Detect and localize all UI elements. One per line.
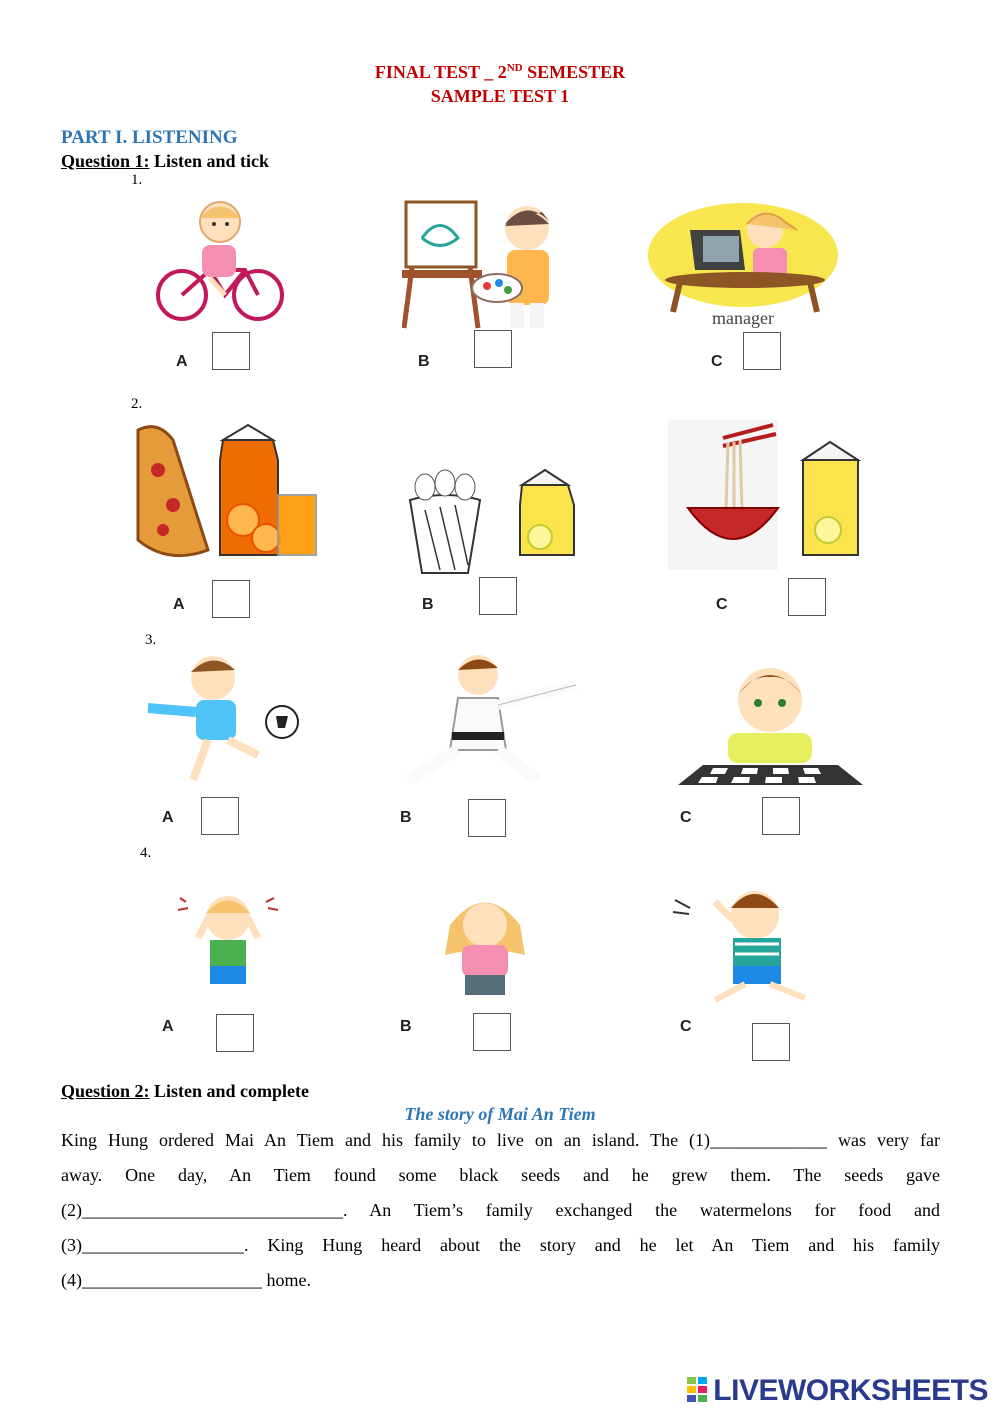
question-number-3: 3. bbox=[145, 632, 157, 648]
noodles-and-lemonade-picture bbox=[668, 420, 868, 570]
tick-box-2c[interactable] bbox=[788, 578, 826, 616]
tick-box-4c[interactable] bbox=[752, 1023, 790, 1061]
tick-box-2b[interactable] bbox=[479, 577, 517, 615]
tick-box-2a[interactable] bbox=[212, 580, 250, 618]
blank-2[interactable]: _____________________________ bbox=[82, 1200, 343, 1220]
tick-box-3a[interactable] bbox=[201, 797, 239, 835]
option-4b-label: B bbox=[400, 1018, 412, 1035]
test-subtitle: SAMPLE TEST 1 bbox=[430, 86, 570, 106]
question-1-heading: Question 1: Listen and tick bbox=[61, 151, 270, 171]
question-number-1: 1. bbox=[131, 172, 143, 188]
boy-playing-chess-picture bbox=[678, 655, 863, 790]
question-2-heading: Question 2: Listen and complete bbox=[61, 1081, 310, 1101]
question-number-2: 2. bbox=[131, 396, 143, 412]
girl-stomachache-picture bbox=[430, 885, 540, 1000]
tick-box-1a[interactable] bbox=[212, 332, 250, 370]
blank-1[interactable]: _____________ bbox=[710, 1130, 828, 1150]
boy-toothache-picture bbox=[655, 880, 840, 1010]
tick-box-1b[interactable] bbox=[474, 330, 512, 368]
story-line-5: (4)____________________ home. bbox=[61, 1270, 311, 1290]
question-number-4: 4. bbox=[140, 845, 152, 861]
option-2a-label: A bbox=[173, 596, 185, 613]
boy-doing-karate-picture bbox=[398, 650, 583, 790]
tick-box-1c[interactable] bbox=[743, 332, 781, 370]
option-3b-label: B bbox=[400, 809, 412, 826]
option-4c-label: C bbox=[680, 1018, 692, 1035]
option-2b-label: B bbox=[422, 596, 434, 613]
option-4a-label: A bbox=[162, 1018, 174, 1035]
blank-4[interactable]: ____________________ bbox=[82, 1270, 262, 1290]
option-1c-label: C bbox=[711, 353, 723, 370]
option-1b-label: B bbox=[418, 353, 430, 370]
girl-riding-bicycle-picture bbox=[150, 190, 290, 325]
girl-at-computer-picture bbox=[645, 200, 841, 330]
manager-caption: manager bbox=[712, 308, 774, 328]
test-title: FINAL TEST _ 2ND SEMESTER bbox=[374, 62, 626, 82]
tick-box-3c[interactable] bbox=[762, 797, 800, 835]
story-line-1: King Hung ordered Mai An Tiem and his family to live on an island. The (1)_____________ was very far bbox=[61, 1130, 940, 1150]
option-3c-label: C bbox=[680, 809, 692, 826]
blank-3[interactable]: __________________ bbox=[82, 1235, 244, 1255]
liveworksheets-logo-icon bbox=[687, 1375, 709, 1403]
part-title: PART I. LISTENING bbox=[61, 127, 238, 148]
option-1a-label: A bbox=[176, 353, 188, 370]
story-line-4: (3)__________________. King Hung heard about the story and he let An Tiem and his family bbox=[61, 1235, 940, 1255]
pizza-and-orange-juice-picture bbox=[128, 420, 328, 570]
tick-box-4b[interactable] bbox=[473, 1013, 511, 1051]
tick-box-4a[interactable] bbox=[216, 1014, 254, 1052]
tick-box-3b[interactable] bbox=[468, 799, 506, 837]
liveworksheets-logo: LIVEWORKSHEETS bbox=[687, 1374, 988, 1408]
story-title: The story of Mai An Tiem bbox=[404, 1104, 596, 1124]
boy-painting-picture bbox=[402, 198, 582, 333]
story-line-3: (2)_____________________________. An Tiem’s family exchanged the watermelons for food and bbox=[61, 1200, 940, 1220]
story-line-2: away. One day, An Tiem found some black seeds and he grew them. The seeds gave bbox=[61, 1165, 940, 1185]
boy-headache-picture bbox=[178, 888, 278, 998]
boy-playing-football-picture bbox=[138, 650, 308, 790]
option-3a-label: A bbox=[162, 809, 174, 826]
eggs-and-lemonade-picture bbox=[400, 465, 580, 575]
story-paragraph bbox=[61, 1123, 940, 1298]
option-2c-label: C bbox=[716, 596, 728, 613]
